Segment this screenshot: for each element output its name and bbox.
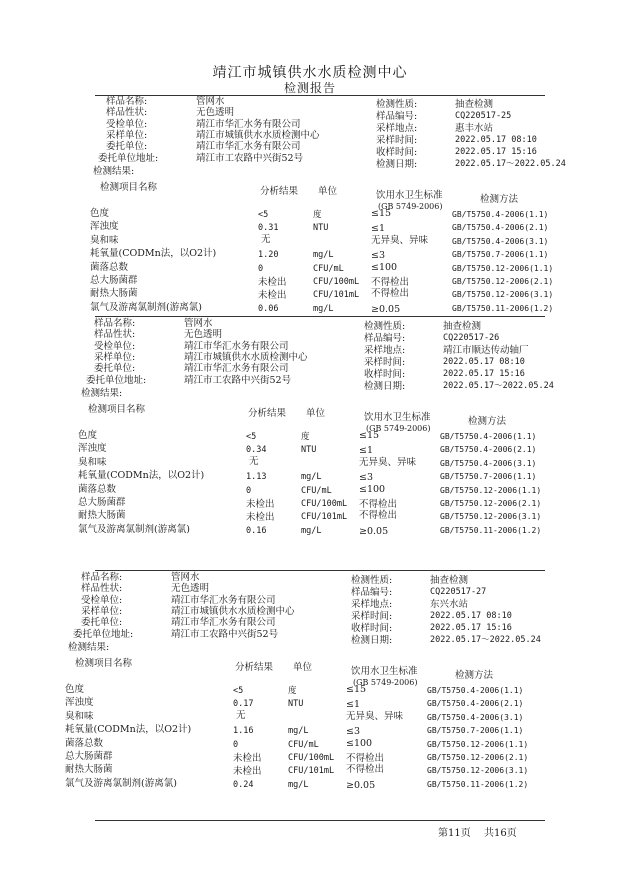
row-item: 总大肠菌群 bbox=[78, 497, 126, 508]
row-item: 耗氧量(CODMn法，以O2计) bbox=[90, 248, 217, 260]
row-item: 氯气及游离氯制剂(游离氯) bbox=[90, 301, 202, 313]
client-address-value: 靖江市工农路中兴街52号 bbox=[171, 628, 279, 640]
col-header-standard: 饮用水卫生标准 bbox=[376, 190, 443, 201]
row-standard: ≤15 bbox=[346, 684, 367, 695]
row-result: 0.31 bbox=[258, 223, 279, 234]
test-date-label: 检测日期: bbox=[351, 635, 393, 646]
row-item: 氯气及游离氯制剂(游离氯) bbox=[65, 777, 177, 789]
sample-nature-value: 无色透明 bbox=[184, 329, 223, 341]
test-date-value: 2022.05.17～2022.05.24 bbox=[430, 635, 541, 645]
row-result: <5 bbox=[258, 210, 269, 220]
test-date-value: 2022.05.17～2022.05.24 bbox=[443, 381, 554, 391]
row-result: 0 bbox=[233, 739, 239, 750]
row-method: GB/T5750.4-2006(3.1) bbox=[440, 458, 537, 468]
row-unit: mg/L bbox=[301, 472, 322, 483]
client-value: 靖江市华汇水务有限公司 bbox=[171, 617, 276, 629]
entrust-unit-label: 受检单位: bbox=[106, 118, 148, 130]
row-standard: ≤15 bbox=[359, 430, 380, 441]
sampling-site-label: 采样地点: bbox=[364, 345, 406, 356]
col-header-unit: 单位 bbox=[318, 186, 338, 197]
sample-name-value: 管网水 bbox=[196, 96, 225, 107]
row-standard: 无异臭、异味 bbox=[346, 710, 404, 722]
row-result: 0.34 bbox=[246, 445, 267, 456]
sampling-time-label: 采样时间: bbox=[376, 135, 418, 146]
row-standard: 不得检出 bbox=[346, 753, 385, 764]
row-item: 总大肠菌群 bbox=[90, 275, 138, 286]
row-unit: NTU bbox=[288, 699, 304, 710]
row-method: GB/T5750.12-2006(1.1) bbox=[427, 739, 529, 749]
row-item: 耗氧量(CODMn法，以O2计) bbox=[78, 470, 205, 482]
row-method: GB/T5750.11-2006(1.2) bbox=[452, 303, 554, 313]
col-header-item: 检测项目名称 bbox=[88, 404, 146, 415]
sampling-unit-label: 采样单位: bbox=[106, 129, 148, 141]
row-standard: ≤1 bbox=[371, 223, 386, 235]
row-unit: 度 bbox=[301, 432, 310, 442]
col-header-result: 分析结果 bbox=[235, 662, 274, 673]
row-standard: 无异臭、异味 bbox=[359, 456, 417, 468]
row-unit: 度 bbox=[288, 686, 297, 696]
row-item: 浑浊度 bbox=[78, 443, 107, 455]
row-item: 耐热大肠菌 bbox=[65, 764, 113, 776]
footer-rule bbox=[95, 820, 545, 821]
sampling-time-value: 2022.05.17 08:10 bbox=[430, 611, 512, 621]
row-standard: 不得检出 bbox=[359, 499, 398, 510]
client-address-value: 靖江市工农路中兴街52号 bbox=[196, 152, 304, 164]
row-method: GB/T5750.12-2006(2.1) bbox=[452, 277, 554, 286]
row-standard: 不得检出 bbox=[359, 510, 398, 522]
row-standard: 不得检出 bbox=[371, 288, 410, 300]
row-method: GB/T5750.4-2006(2.1) bbox=[452, 223, 549, 233]
row-item: 臭和味 bbox=[65, 710, 94, 722]
row-unit: mg/L bbox=[301, 525, 322, 536]
client-address-label: 委托单位地址: bbox=[73, 628, 134, 640]
sampling-unit-label: 采样单位: bbox=[94, 351, 136, 363]
row-result: 1.20 bbox=[258, 250, 279, 261]
org-title: 靖江市城镇供水水质检测中心 bbox=[212, 65, 408, 81]
col-header-item: 检测项目名称 bbox=[75, 658, 133, 669]
row-method: GB/T5750.12-2006(2.1) bbox=[440, 499, 542, 508]
receipt-time-label: 收样时间: bbox=[351, 623, 393, 634]
sampling-site-label: 采样地点: bbox=[376, 123, 418, 134]
row-standard: ≤100 bbox=[359, 483, 386, 495]
row-result: 无 bbox=[261, 233, 271, 245]
row-result: 0.17 bbox=[233, 699, 254, 710]
entrust-unit-value: 靖江市华汇水务有限公司 bbox=[184, 340, 289, 352]
row-method: GB/T5750.12-2006(1.1) bbox=[440, 485, 542, 495]
client-label: 委托单位: bbox=[106, 141, 148, 153]
row-standard: ≥0.05 bbox=[359, 525, 389, 537]
col-header-unit: 单位 bbox=[306, 408, 326, 419]
sampling-time-value: 2022.05.17 08:10 bbox=[455, 135, 537, 145]
sampling-site-value: 惠丰水站 bbox=[455, 123, 494, 134]
test-nature-label: 检测性质: bbox=[364, 321, 406, 332]
client-label: 委托单位: bbox=[81, 617, 123, 629]
row-result: 无 bbox=[236, 709, 246, 721]
row-result: 0 bbox=[258, 263, 264, 274]
conclusion-label: 检测结果: bbox=[81, 387, 123, 399]
row-method: GB/T5750.12-2006(3.1) bbox=[452, 290, 554, 300]
row-method: GB/T5750.4-2006(1.1) bbox=[452, 210, 549, 219]
row-method: GB/T5750.7-2006(1.1) bbox=[427, 726, 524, 736]
row-result: 1.16 bbox=[233, 726, 254, 737]
sample-name-label: 样品名称: bbox=[94, 318, 136, 329]
sample-name-label: 样品名称: bbox=[81, 572, 123, 583]
row-standard: ≥0.05 bbox=[346, 779, 376, 791]
row-item: 耐热大肠菌 bbox=[78, 510, 126, 522]
row-method: GB/T5750.4-2006(3.1) bbox=[452, 236, 549, 246]
row-result: 未检出 bbox=[246, 512, 275, 524]
receipt-time-label: 收样时间: bbox=[376, 147, 418, 158]
test-date-label: 检测日期: bbox=[376, 159, 418, 170]
row-method: GB/T5750.4-2006(2.1) bbox=[440, 445, 537, 455]
col-header-unit: 单位 bbox=[293, 662, 313, 673]
test-date-value: 2022.05.17～2022.05.24 bbox=[455, 159, 566, 169]
row-unit: NTU bbox=[313, 223, 329, 234]
sampling-time-label: 采样时间: bbox=[351, 611, 393, 622]
row-standard: ≤1 bbox=[359, 445, 374, 457]
row-item: 臭和味 bbox=[90, 234, 119, 246]
test-date-label: 检测日期: bbox=[364, 381, 406, 392]
row-item: 总大肠菌群 bbox=[65, 751, 113, 762]
row-method: GB/T5750.11-2006(1.2) bbox=[427, 779, 529, 789]
receipt-time-value: 2022.05.17 15:16 bbox=[443, 369, 525, 379]
row-item: 色度 bbox=[90, 208, 110, 219]
row-result: 0 bbox=[246, 485, 252, 496]
sample-nature-label: 样品性状: bbox=[81, 583, 123, 595]
conclusion-label: 检测结果: bbox=[68, 641, 110, 653]
row-unit: CFU/100mL bbox=[301, 499, 348, 509]
row-unit: CFU/100mL bbox=[288, 753, 335, 763]
col-header-method: 检测方法 bbox=[480, 194, 519, 205]
row-result: 0.16 bbox=[246, 525, 267, 536]
row-method: GB/T5750.12-2006(3.1) bbox=[427, 766, 529, 776]
sample-nature-label: 样品性状: bbox=[94, 329, 136, 341]
sampling-site-label: 采样地点: bbox=[351, 599, 393, 610]
sample-name-value: 管网水 bbox=[184, 318, 213, 329]
row-item: 臭和味 bbox=[78, 456, 107, 468]
block-separator bbox=[95, 570, 545, 571]
sample-no-label: 样品编号: bbox=[376, 111, 418, 122]
row-method: GB/T5750.7-2006(1.1) bbox=[452, 250, 549, 260]
row-method: GB/T5750.7-2006(1.1) bbox=[440, 472, 537, 482]
row-standard: ≤3 bbox=[359, 472, 374, 484]
sample-no-label: 样品编号: bbox=[364, 333, 406, 344]
row-standard: ≥0.05 bbox=[371, 303, 401, 315]
sampling-unit-value: 靖江市城镇供水水质检测中心 bbox=[171, 605, 295, 617]
sampling-unit-label: 采样单位: bbox=[81, 605, 123, 617]
row-result: 未检出 bbox=[258, 290, 287, 302]
row-result: 无 bbox=[249, 455, 259, 467]
row-method: GB/T5750.4-2006(3.1) bbox=[427, 712, 524, 722]
row-unit: CFU/mL bbox=[288, 739, 319, 750]
client-address-label: 委托单位地址: bbox=[86, 374, 147, 386]
row-unit: mg/L bbox=[313, 250, 334, 261]
client-value: 靖江市华汇水务有限公司 bbox=[184, 363, 289, 375]
receipt-time-value: 2022.05.17 15:16 bbox=[430, 623, 512, 633]
row-item: 浑浊度 bbox=[90, 221, 119, 233]
col-header-standard: 饮用水卫生标准 bbox=[351, 666, 418, 677]
row-unit: mg/L bbox=[288, 726, 309, 737]
row-item: 色度 bbox=[78, 430, 98, 441]
col-header-standard: 饮用水卫生标准 bbox=[364, 412, 431, 423]
row-unit: CFU/101mL bbox=[313, 290, 360, 301]
sampling-time-label: 采样时间: bbox=[364, 357, 406, 368]
row-result: 未检出 bbox=[233, 766, 262, 778]
sampling-unit-value: 靖江市城镇供水水质检测中心 bbox=[184, 351, 308, 363]
row-result: 0.06 bbox=[258, 303, 279, 314]
test-nature-label: 检测性质: bbox=[376, 99, 418, 110]
col-header-item: 检测项目名称 bbox=[100, 182, 158, 193]
row-item: 菌落总数 bbox=[90, 261, 129, 273]
row-item: 浑浊度 bbox=[65, 697, 94, 709]
sample-nature-label: 样品性状: bbox=[106, 107, 148, 119]
row-unit: NTU bbox=[301, 445, 317, 456]
entrust-unit-label: 受检单位: bbox=[81, 594, 123, 606]
row-unit: mg/L bbox=[288, 779, 309, 790]
row-standard: ≤3 bbox=[371, 250, 386, 262]
row-unit: CFU/101mL bbox=[301, 512, 348, 523]
test-nature-label: 检测性质: bbox=[351, 575, 393, 586]
row-item: 菌落总数 bbox=[78, 483, 117, 495]
row-unit: 度 bbox=[313, 210, 322, 220]
row-standard: 不得检出 bbox=[371, 277, 410, 288]
page-number: 第11页 bbox=[438, 828, 471, 839]
row-result: <5 bbox=[233, 686, 244, 696]
sample-no-value: CQ220517-27 bbox=[430, 587, 487, 597]
sample-name-label: 样品名称: bbox=[106, 96, 148, 107]
row-standard: 无异臭、异味 bbox=[371, 234, 429, 246]
test-nature-value: 抽查检测 bbox=[455, 99, 494, 110]
row-unit: CFU/mL bbox=[301, 485, 332, 496]
page-total: 共16页 bbox=[484, 828, 517, 839]
sampling-site-value: 东兴水站 bbox=[430, 599, 469, 610]
row-standard: ≤3 bbox=[346, 726, 361, 738]
doc-title: 检测报告 bbox=[283, 81, 336, 95]
row-method: GB/T5750.4-2006(1.1) bbox=[440, 432, 537, 441]
col-header-standard-code: (GB 5749-2006) bbox=[378, 202, 443, 211]
client-address-value: 靖江市工农路中兴街52号 bbox=[184, 374, 292, 386]
sampling-time-value: 2022.05.17 08:10 bbox=[443, 357, 525, 367]
row-item: 色度 bbox=[65, 684, 85, 695]
row-method: GB/T5750.12-2006(1.1) bbox=[452, 263, 554, 273]
row-unit: CFU/101mL bbox=[288, 766, 335, 777]
row-standard: ≤1 bbox=[346, 699, 361, 711]
sampling-unit-value: 靖江市城镇供水水质检测中心 bbox=[196, 129, 320, 141]
row-item: 耐热大肠菌 bbox=[90, 288, 138, 300]
client-value: 靖江市华汇水务有限公司 bbox=[196, 141, 301, 153]
row-result: <5 bbox=[246, 432, 257, 442]
row-standard: 不得检出 bbox=[346, 764, 385, 776]
receipt-time-value: 2022.05.17 15:16 bbox=[455, 147, 537, 157]
row-method: GB/T5750.4-2006(2.1) bbox=[427, 699, 524, 709]
row-item: 氯气及游离氯制剂(游离氯) bbox=[78, 523, 190, 535]
row-result: 0.24 bbox=[233, 779, 254, 790]
sample-no-value: CQ220517-25 bbox=[455, 111, 512, 121]
row-method: GB/T5750.12-2006(3.1) bbox=[440, 512, 542, 522]
col-header-result: 分析结果 bbox=[248, 408, 287, 419]
entrust-unit-value: 靖江市华汇水务有限公司 bbox=[196, 118, 301, 130]
test-nature-value: 抽查检测 bbox=[443, 321, 482, 332]
row-standard: ≤100 bbox=[346, 737, 373, 749]
row-standard: ≤100 bbox=[371, 261, 398, 273]
header-rule bbox=[95, 95, 545, 96]
receipt-time-label: 收样时间: bbox=[364, 369, 406, 380]
row-result: 未检出 bbox=[233, 753, 262, 764]
row-standard: ≤15 bbox=[371, 208, 392, 219]
sample-no-label: 样品编号: bbox=[351, 587, 393, 598]
sample-no-value: CQ220517-26 bbox=[443, 333, 500, 343]
row-result: 1.13 bbox=[246, 472, 267, 483]
row-method: GB/T5750.12-2006(2.1) bbox=[427, 753, 529, 762]
row-item: 耗氧量(CODMn法，以O2计) bbox=[65, 724, 192, 736]
col-header-standard-code: (GB 5749-2006) bbox=[353, 678, 418, 687]
row-result: 未检出 bbox=[258, 277, 287, 288]
client-label: 委托单位: bbox=[94, 363, 136, 375]
sample-nature-value: 无色透明 bbox=[196, 107, 235, 119]
row-unit: CFU/mL bbox=[313, 263, 344, 274]
sample-name-value: 管网水 bbox=[171, 572, 200, 583]
client-address-label: 委托单位地址: bbox=[98, 152, 159, 164]
block-separator bbox=[95, 316, 545, 317]
row-method: GB/T5750.11-2006(1.2) bbox=[440, 525, 542, 535]
col-header-standard-code: (GB 5749-2006) bbox=[366, 424, 431, 433]
row-unit: mg/L bbox=[313, 303, 334, 314]
col-header-method: 检测方法 bbox=[455, 670, 494, 681]
entrust-unit-label: 受检单位: bbox=[94, 340, 136, 352]
col-header-result: 分析结果 bbox=[260, 186, 299, 197]
conclusion-label: 检测结果: bbox=[93, 165, 135, 177]
sample-nature-value: 无色透明 bbox=[171, 583, 210, 595]
row-unit: CFU/100mL bbox=[313, 277, 360, 287]
test-nature-value: 抽查检测 bbox=[430, 575, 469, 586]
row-item: 菌落总数 bbox=[65, 737, 104, 749]
col-header-method: 检测方法 bbox=[468, 416, 507, 427]
sampling-site-value: 靖江市顺达传动轴厂 bbox=[443, 345, 529, 356]
row-method: GB/T5750.4-2006(1.1) bbox=[427, 686, 524, 695]
row-result: 未检出 bbox=[246, 499, 275, 510]
entrust-unit-value: 靖江市华汇水务有限公司 bbox=[171, 594, 276, 606]
